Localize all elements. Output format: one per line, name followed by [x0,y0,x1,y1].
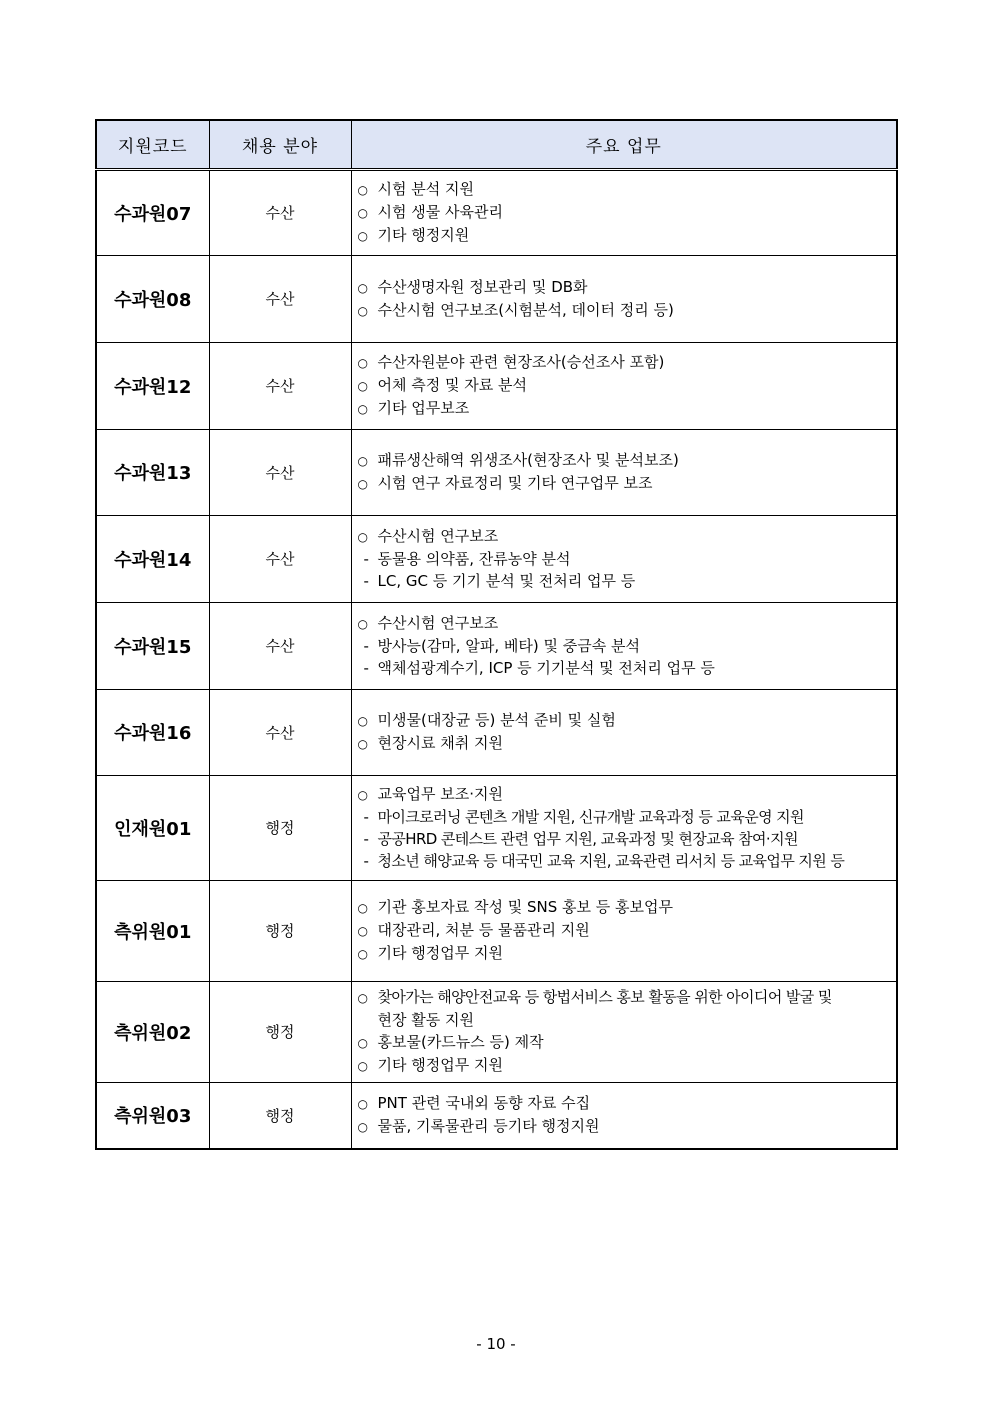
cell-duties [351,429,897,515]
cell-field: 수산 [209,169,351,255]
duty-item: ○ 찾아가는 해양안전교육 등 항법서비스 홍보 활동을 위한 아이디어 발굴 및 [358,986,897,1009]
cell-code: 인재원01 [96,775,209,880]
table-row [96,515,897,602]
cell-field: 수산 [209,689,351,775]
table-row [96,880,897,981]
cell-field: 수산 [209,602,351,689]
cell-duties [351,515,897,602]
cell-code: 수과원12 [96,342,209,429]
cell-field: 행정 [209,981,351,1082]
table-row [96,689,897,775]
table-row [96,1082,897,1149]
cell-duties [351,342,897,429]
cell-duties [351,255,897,342]
duty-sub-item: - 마이크로러닝 콘텐츠 개발 지원, 신규개발 교육과정 등 교육운영 지원 [358,806,897,828]
duty-item: ○ 대장관리, 처분 등 물품관리 지원 [358,919,897,942]
cell-code: 수과원07 [96,169,209,255]
table-row [96,255,897,342]
cell-code: 측위원02 [96,981,209,1082]
table-header-row [96,120,897,169]
duty-sub-item: - LC, GC 등 기기 분석 및 전처리 업무 등 [358,570,897,592]
cell-duties [351,775,897,880]
cell-duties [351,1082,897,1149]
duty-sub-item: - 액체섬광계수기, ICP 등 기기분석 및 전처리 업무 등 [358,657,897,679]
cell-code: 수과원13 [96,429,209,515]
header-field: 채용 분야 [209,120,351,169]
duty-item: ○ 기타 행정업무 지원 [358,942,897,965]
header-duties: 주요 업무 [351,120,897,169]
header-code: 지원코드 [96,120,209,169]
cell-field: 수산 [209,429,351,515]
duty-item: ○ 시험 생물 사육관리 [358,201,897,224]
table-row [96,981,897,1082]
table-row [96,169,897,255]
cell-duties [351,689,897,775]
duty-item: ○ 시험 연구 자료정리 및 기타 연구업무 보조 [358,472,897,495]
duty-sub-item: - 방사능(감마, 알파, 베타) 및 중금속 분석 [358,635,897,657]
duty-item: ○ 현장시료 채취 지원 [358,732,897,755]
duty-item: 현장 활동 지원 [377,1011,474,1029]
cell-field: 행정 [209,880,351,981]
cell-code: 측위원01 [96,880,209,981]
cell-duties [351,169,897,255]
job-table [95,119,898,1150]
duty-sub-item: - 동물용 의약품, 잔류농약 분석 [358,548,897,570]
duty-item: ○ 교육업무 보조·지원 [358,783,897,806]
cell-field: 수산 [209,255,351,342]
duty-item: ○ 수산시험 연구보조 [358,612,897,635]
duty-item: ○ 수산시험 연구보조(시험분석, 데이터 정리 등) [358,299,897,322]
duty-item: ○ 물품, 기록물관리 등기타 행정지원 [358,1115,897,1138]
duty-item: ○ 기타 행정업무 지원 [358,1054,897,1077]
table-body [96,169,897,1149]
duty-item: ○ 패류생산해역 위생조사(현장조사 및 분석보조) [358,449,897,472]
cell-code: 수과원16 [96,689,209,775]
cell-field: 수산 [209,342,351,429]
cell-code: 측위원03 [96,1082,209,1149]
cell-field: 행정 [209,775,351,880]
cell-code: 수과원15 [96,602,209,689]
cell-duties [351,981,897,1082]
duty-item: ○ 홍보물(카드뉴스 등) 제작 [358,1031,897,1054]
duty-item: ○ 기관 홍보자료 작성 및 SNS 홍보 등 홍보업무 [358,896,897,919]
duty-sub-item: - 청소년 해양교육 등 대국민 교육 지원, 교육관련 리서치 등 교육업무 지원 등 [358,850,897,872]
duty-item: ○ 기타 행정지원 [358,224,897,247]
cell-field: 수산 [209,515,351,602]
duty-item: ○ 기타 업무보조 [358,397,897,420]
cell-code: 수과원08 [96,255,209,342]
cell-duties [351,880,897,981]
duty-item: ○ 어체 측정 및 자료 분석 [358,374,897,397]
duty-item: ○ PNT 관련 국내외 동향 자료 수집 [358,1092,897,1115]
cell-code: 수과원14 [96,515,209,602]
table-row [96,775,897,880]
cell-duties [351,602,897,689]
table-row [96,429,897,515]
duty-item: ○ 시험 분석 지원 [358,178,897,201]
duty-item: ○ 수산생명자원 정보관리 및 DB화 [358,276,897,299]
page-number: - 10 - [476,1335,516,1353]
duty-item: ○ 수산자원분야 관련 현장조사(승선조사 포함) [358,351,897,374]
duty-item: ○ 수산시험 연구보조 [358,525,897,548]
cell-field: 행정 [209,1082,351,1149]
table-row [96,342,897,429]
table-row [96,602,897,689]
duty-sub-item: - 공공HRD 콘테스트 관련 업무 지원, 교육과정 및 현장교육 참여·지원 [358,828,897,850]
duty-item: ○ 미생물(대장균 등) 분석 준비 및 실험 [358,709,897,732]
